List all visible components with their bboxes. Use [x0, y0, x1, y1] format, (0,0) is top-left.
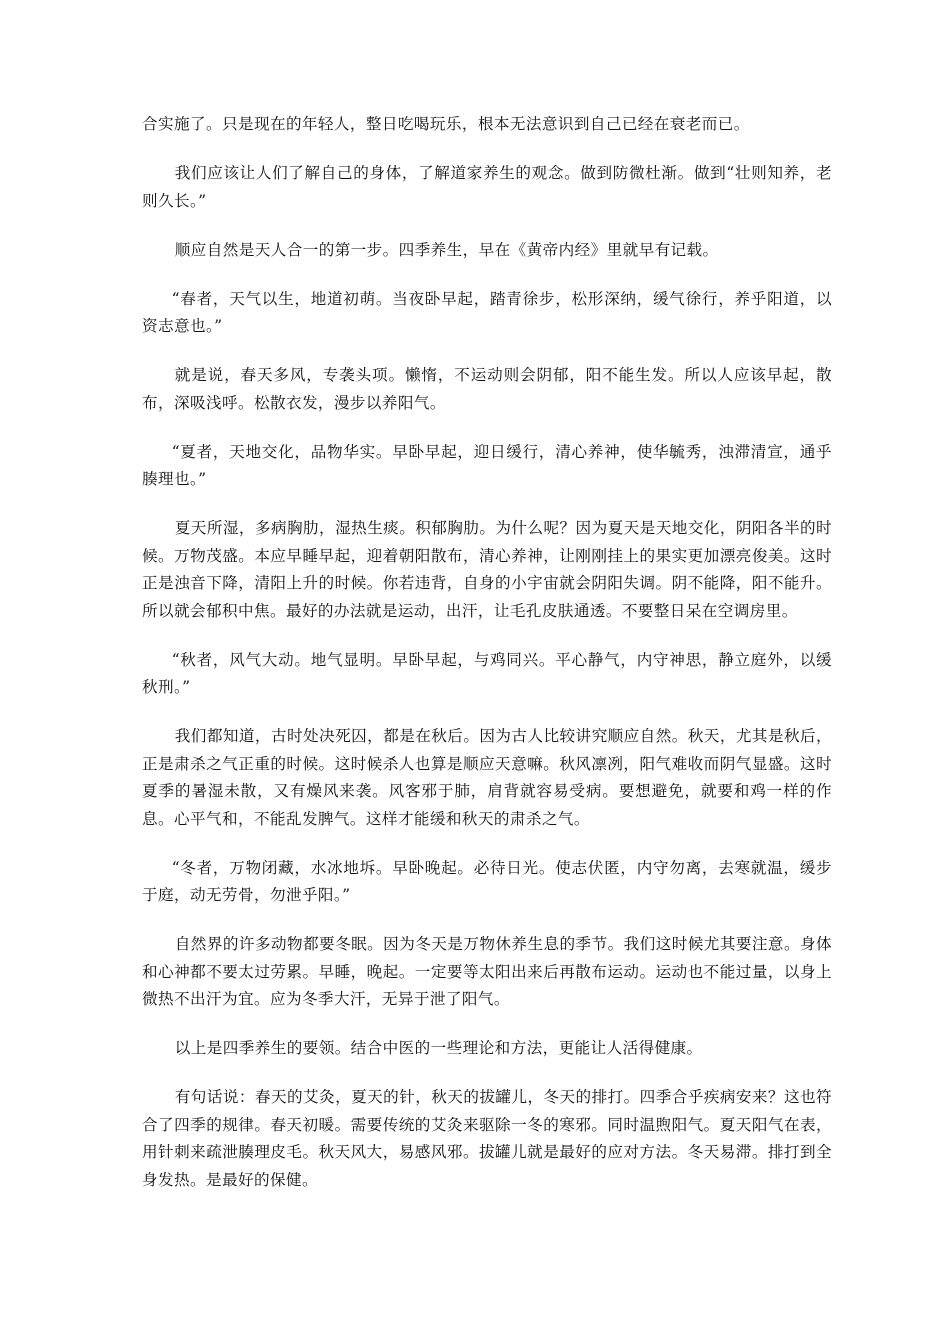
paragraph-autumn-explanation: 我们都知道，古时处决死囚，都是在秋后。因为古人比较讲究顺应自然。秋天，尤其是秋后，正是肃杀之气正重的时候。这时候杀人也算是顺应天意嘛。秋风凛冽，阳气难收而阴气显盛。这时夏季的暑湿未散，又有燥风来袭。风客邪于肺，肩背就容易受病。要想避免，就要和鸡一样的作息。心平气和，不能乱发脾气。这样才能缓和秋天的肃杀之气。 [142, 727, 832, 828]
paragraph-continuation: 合实施了。只是现在的年轻人，整日吃喝玩乐，根本无法意识到自己已经在衰老而已。 [142, 115, 750, 133]
quote-autumn: “秋者，风气大动。地气显明。早卧早起，与鸡同兴。平心静气，内守神思，静立庭外，以缓秋刑。” [142, 650, 832, 696]
quote-winter: “冬者，万物闭藏，水冰地坼。早卧晚起。必待日光。使志伏匿，内守勿离，去寒就温，缓步于庭，动无劳骨，勿泄乎阳。” [142, 858, 832, 904]
paragraph-winter-explanation: 自然界的许多动物都要冬眠。因为冬天是万物休养生息的季节。我们这时候尤其要注意。身体和心神都不要太过劳累。早睡，晚起。一定要等太阳出来后再散布运动。运动也不能过量，以身上微热不出汗为宜。应为冬季大汗，无异于泄了阳气。 [142, 935, 832, 1008]
document-body [142, 111, 832, 1216]
paragraph-intro-body-awareness: 我们应该让人们了解自己的身体，了解道家养生的观念。做到防微杜渐。做到“壮则知养，老则久长。” [142, 164, 832, 210]
quote-summer: “夏者，天地交化，品物华实。早卧早起，迎日缓行，清心养神，使华毓秀，浊滞清宣，通乎腠理也。” [142, 442, 832, 488]
paragraph-seasonal-therapies: 有句话说：春天的艾灸，夏天的针，秋天的拔罐儿，冬天的排打。四季合乎疾病安来？这也符合了四季的规律。春天初暖。需要传统的艾灸来驱除一冬的寒邪。同时温煦阳气。夏天阳气在表，用针刺来疏泄腠理皮毛。秋天风大，易感风邪。拔罐儿就是最好的应对方法。冬天易滞。排打到全身发热。是最好的保健。 [142, 1088, 832, 1189]
paragraph-spring-explanation: 就是说，春天多风，专袭头项。懒惰，不运动则会阴郁，阳不能生发。所以人应该早起，散布，深吸浅呼。松散衣发，漫步以养阳气。 [142, 366, 832, 412]
paragraph-summer-explanation: 夏天所湿，多病胸肋，湿热生痰。积郁胸肋。为什么呢？因为夏天是天地交化，阴阳各半的时候。万物茂盛。本应早睡早起，迎着朝阳散布，清心养神，让刚刚挂上的果实更加漂亮俊美。这时正是浊音下降，清阳上升的时候。你若违背，自身的小宇宙就会阴阳失调。阴不能降，阳不能升。所以就会郁积中焦。最好的办法就是运动，出汗，让毛孔皮肤通透。不要整日呆在空调房里。 [142, 519, 832, 620]
quote-spring: “春者，天气以生，地道初萌。当夜卧早起，踏青徐步，松形深纳，缓气徐行，养乎阳道，以资志意也。” [142, 289, 832, 335]
paragraph-follow-nature: 顺应自然是天人合一的第一步。四季养生，早在《黄帝内经》里就早有记载。 [174, 240, 719, 259]
paragraph-summary: 以上是四季养生的要领。结合中医的一些理论和方法，更能让人活得健康。 [174, 1039, 703, 1057]
